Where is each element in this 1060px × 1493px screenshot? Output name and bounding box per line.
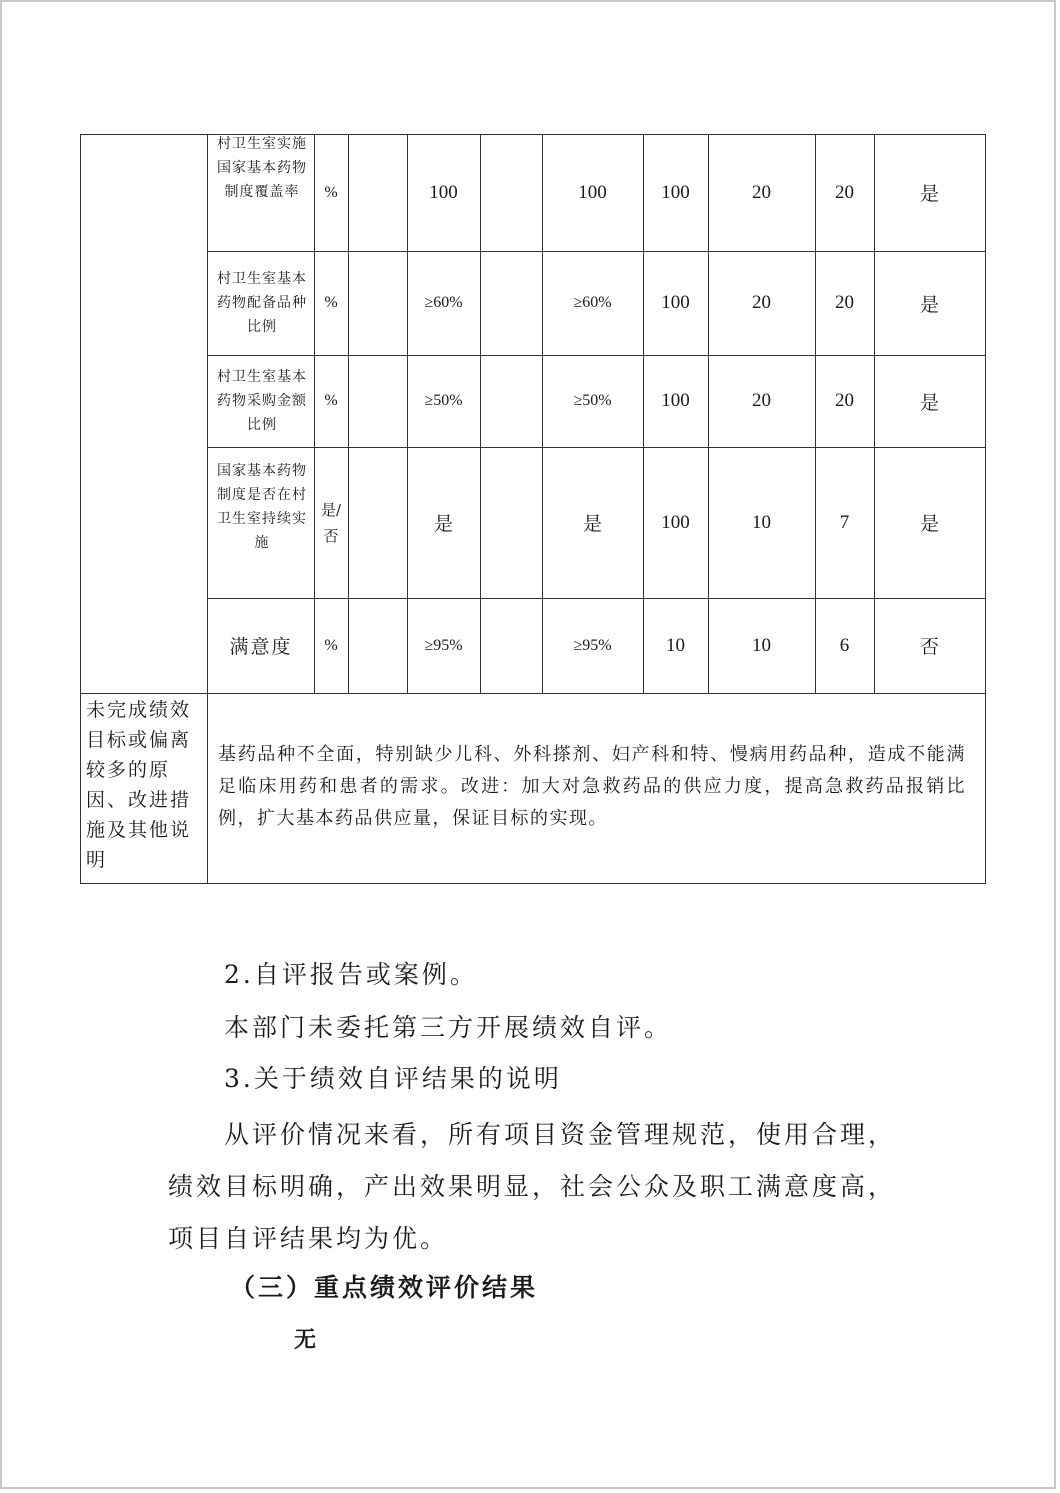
para-result-note: 从评价情况来看，所有项目资金管理规范，使用合理，绩效目标明确，产出效果明显，社会公众及职工满意度高，项目自评结果均为优。 <box>168 1120 897 1253</box>
score-cell: 20 <box>835 390 854 411</box>
score-cell: 7 <box>839 511 850 533</box>
completed-cell: 否 <box>919 636 939 658</box>
para-key-evaluation: 无 <box>294 1327 320 1353</box>
annual-target-cell: ≥60% <box>424 294 463 311</box>
indicator-cell: 国家基本药物制度是否在村卫生室持续实施 <box>217 463 307 551</box>
heading-result-note: 3.关于绩效自评结果的说明 <box>224 1064 562 1093</box>
weight-cell: 100 <box>661 292 690 313</box>
actual-cell: ≥95% <box>573 636 612 654</box>
heading-self-report: 2.自评报告或案例。 <box>224 960 478 989</box>
reason-label: 未完成绩效目标或偏离较多的原因、改进措施及其他说明 <box>86 699 192 871</box>
full-score-cell: 20 <box>752 390 771 411</box>
indicator-cell: 村卫生室基本药物采购金额比例 <box>217 369 307 433</box>
actual-cell: ≥50% <box>573 392 612 409</box>
completed-cell: 是 <box>919 183 939 205</box>
full-score-cell: 10 <box>752 511 771 533</box>
annual-target-cell: 是 <box>433 513 453 535</box>
actual-cell: 100 <box>578 181 607 203</box>
actual-cell: ≥60% <box>573 294 612 311</box>
unit-cell: % <box>324 183 338 201</box>
actual-cell: 是 <box>582 513 602 535</box>
score-cell: 20 <box>835 181 854 203</box>
completed-cell: 是 <box>919 513 939 535</box>
full-score-cell: 20 <box>752 181 771 203</box>
annual-target-cell: 100 <box>429 181 458 203</box>
full-score-cell: 20 <box>752 292 771 313</box>
completed-cell: 是 <box>919 293 939 316</box>
score-cell: 6 <box>839 634 850 656</box>
para-third-party: 本部门未委托第三方开展绩效自评。 <box>224 1013 673 1042</box>
unit-cell: % <box>324 392 338 409</box>
weight-cell: 10 <box>666 634 685 656</box>
weight-cell: 100 <box>661 511 690 533</box>
full-score-cell: 10 <box>752 634 771 656</box>
unit-cell: % <box>324 636 338 654</box>
completed-cell: 是 <box>919 391 939 414</box>
score-cell: 20 <box>835 292 854 313</box>
unit-cell: % <box>324 294 338 311</box>
annual-target-cell: ≥50% <box>424 392 463 409</box>
indicator-cell: 村卫生室基本药物配备品种比例 <box>217 271 307 335</box>
unit-cell: 是/否 <box>320 500 342 545</box>
indicator-cell: 村卫生室实施国家基本药物制度覆盖率 <box>217 136 307 200</box>
indicator-cell: 满意度 <box>229 636 293 658</box>
reason-text: 基药品种不全面，特别缺少儿科、外科搽剂、妇产科和特、慢病用药品种，造成不能满足临床用药和患者的需求。改进：加大对急救药品的供应力度，提高急救药品报销比例，扩大基本药品供应量，保证目标的实现。 <box>218 744 966 829</box>
heading-key-evaluation: （三）重点绩效评价结果 <box>230 1273 539 1302</box>
weight-cell: 100 <box>661 181 690 203</box>
weight-cell: 100 <box>661 390 690 411</box>
annual-target-cell: ≥95% <box>424 636 463 654</box>
